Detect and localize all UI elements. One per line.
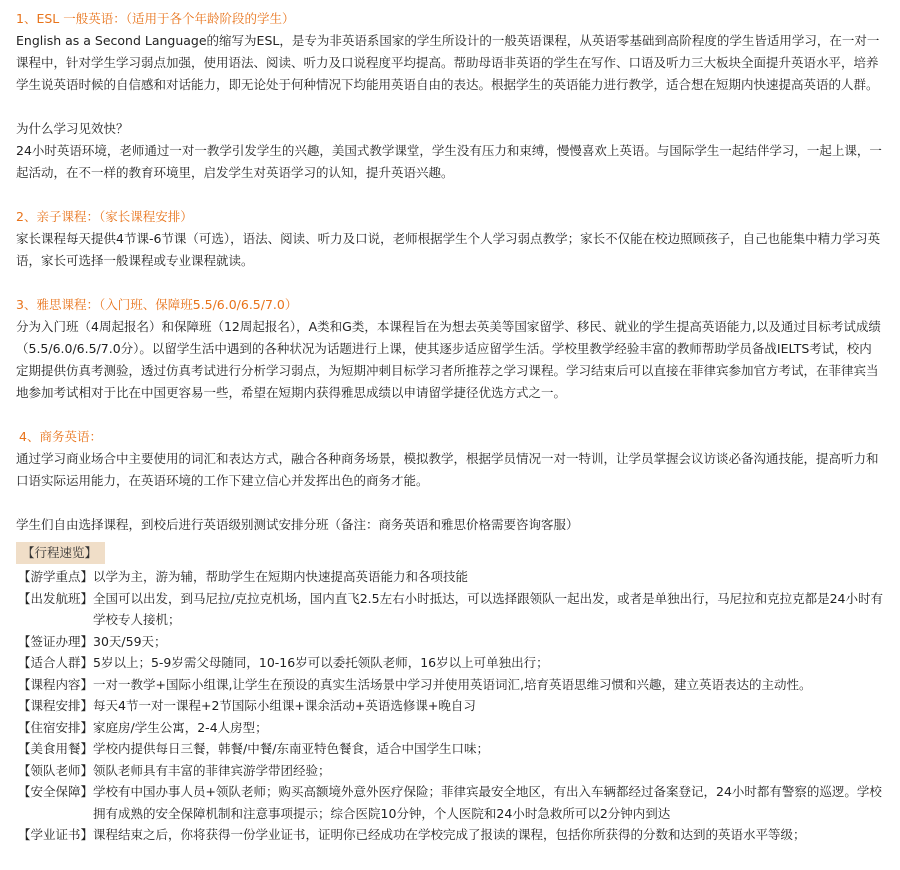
itinerary-value: 家庭房/学生公寓，2-4人房型； [93, 719, 268, 735]
itinerary-key: 【课程内容】 [18, 676, 94, 692]
itinerary-row [16, 631, 884, 653]
itinerary-value: 一对一教学+国际小组课,让学生在预设的真实生活场景中学习并使用英语词汇,培育英语思维习惯和兴趣，建立英语表达的主动性。 [93, 676, 812, 692]
itinerary-key: 【适合人群】 [18, 655, 94, 670]
esl-body: English as a Second Language的缩写为ESL，是专为非英语系国家的学生所设计的一般英语课程，从英语零基础到高阶程度的学生皆适用学习，在一对一课程中，针对学生学习弱点加强，使用语法、阅读、听力及口说程度平均提高。帮助母语非英语的学生在写作、口语及听力三大板块全面提升英语水平，培养学生说英语时候的自信感和对话能力，即无论处于何种情况下均能用英语自由的表达。根据学生的英语能力进行教学，适合想在短期内快速提高英语的人群。 [16, 33, 880, 92]
itinerary-list [16, 566, 884, 846]
business-body: 通过学习商业场合中主要使用的词汇和表达方式，融合各种商务场景，模拟教学，根据学员情况一对一特训，让学员掌握会议访谈必备沟通技能，提高听力和口语实际运用能力，在英语环境的工作下建立信心并发挥出色的商务才能。 [16, 451, 879, 488]
itinerary-row [16, 738, 884, 760]
itinerary-key: 【签证办理】 [18, 633, 94, 649]
itinerary-badge: 【行程速览】 [16, 542, 105, 564]
itinerary-row [16, 760, 884, 782]
itinerary-row [16, 695, 884, 717]
itinerary-row [16, 824, 884, 846]
itinerary-value: 每天4节一对一课程+2节国际小组课+课余活动+英语选修课+晚自习 [93, 698, 476, 713]
business-heading: 4、商务英语： [19, 429, 102, 444]
course-note: 学生们自由选择课程，到校后进行英语级别测试安排分班（备注：商务英语和雅思价格需要咨询客服） [16, 517, 579, 532]
itinerary-value: 学校有中国办事人员+领队老师；购买高额境外意外医疗保险；菲律宾最安全地区，有出入车辆都经过备案登记，24小时都有警察的巡逻。学校拥有成熟的安全保障机制和注意事项提示；综合医院10分钟，个人医院和24小时急救所可以2分钟内到达 [93, 784, 882, 821]
why-body: 24小时英语环境，老师通过一对一教学引发学生的兴趣，美国式教学课堂，学生没有压力和束缚，慢慢喜欢上英语。与国际学生一起结伴学习，一起上课，一起活动，在不一样的教育环境里，启发学生对英语学习的认知，提升英语兴趣。 [16, 143, 882, 180]
itinerary-row [16, 588, 884, 631]
family-body: 家长课程每天提供4节课-6节课（可选），语法、阅读、听力及口说，老师根据学生个人学习弱点教学；家长不仅能在校边照顾孩子，自己也能集中精力学习英语，家长可选择一般课程或专业课程就读。 [16, 231, 881, 268]
itinerary-key: 【课程安排】 [18, 698, 94, 713]
itinerary-key: 【住宿安排】 [18, 719, 94, 735]
ielts-body: 分为入门班（4周起报名）和保障班（12周起报名），A类和G类，本课程旨在为想去英美等国家留学、移民、就业的学生提高英语能力,以及通过目标考试成绩（5.5/6.0/6.5/7.0分）。以留学生活中遇到的各种状况为话题进行上课，使其逐步适应留学生活。学校里教学经验丰富的教师帮助学员备战IELTS考试，校内定期提供仿真考测验，透过仿真考试进行分析学习弱点，为短期冲刺目标学习者所推荐之学习课程。学习结束后可以直接在菲律宾参加官方考试，在菲律宾当地参加考试相对于比在中国更容易一些，希望在短期内获得雅思成绩以申请留学捷径优选方式之一。 [16, 319, 881, 400]
itinerary-value: 以学为主，游为辅，帮助学生在短期内快速提高英语能力和各项技能 [93, 569, 469, 584]
itinerary-key: 【游学重点】 [18, 569, 94, 584]
itinerary-key: 【领队老师】 [18, 762, 94, 778]
itinerary-value: 学校内提供每日三餐，韩餐/中餐/东南亚特色餐食，适合中国学生口味； [93, 741, 489, 756]
itinerary-row [16, 717, 884, 739]
itinerary-key: 【安全保障】 [18, 784, 94, 799]
itinerary-row [16, 566, 884, 588]
itinerary-key: 【美食用餐】 [18, 741, 94, 756]
itinerary-value: 5岁以上；5-9岁需父母随同，10-16岁可以委托领队老师，16岁以上可单独出行； [93, 655, 549, 670]
itinerary-row [16, 652, 884, 674]
itinerary-row [16, 674, 884, 696]
itinerary-row [16, 781, 884, 824]
itinerary-key: 【学业证书】 [18, 827, 94, 842]
esl-heading: 1、ESL 一般英语：（适用于各个年龄阶段的学生） [16, 11, 295, 26]
itinerary-badge-wrap [16, 542, 884, 564]
family-heading: 2、亲子课程：（家长课程安排） [16, 209, 193, 224]
itinerary-value: 领队老师具有丰富的菲律宾游学带团经验； [93, 762, 331, 778]
itinerary-key: 【出发航班】 [18, 590, 94, 606]
itinerary-value: 课程结束之后，你将获得一份学业证书，证明你已经成功在学校完成了报读的课程，包括你所获得的分数和达到的英语水平等级； [93, 827, 806, 842]
itinerary-value: 30天/59天； [93, 633, 167, 649]
ielts-heading: 3、雅思课程：（入门班、保障班5.5/6.0/6.5/7.0） [16, 297, 298, 312]
why-title: 为什么学习见效快？ [16, 121, 129, 136]
itinerary-value: 全国可以出发，到马尼拉/克拉克机场，国内直飞2.5左右小时抵达，可以选择跟领队一起出发，或者是单独出行，马尼拉和克拉克都是24小时有学校专人接机； [93, 590, 884, 627]
